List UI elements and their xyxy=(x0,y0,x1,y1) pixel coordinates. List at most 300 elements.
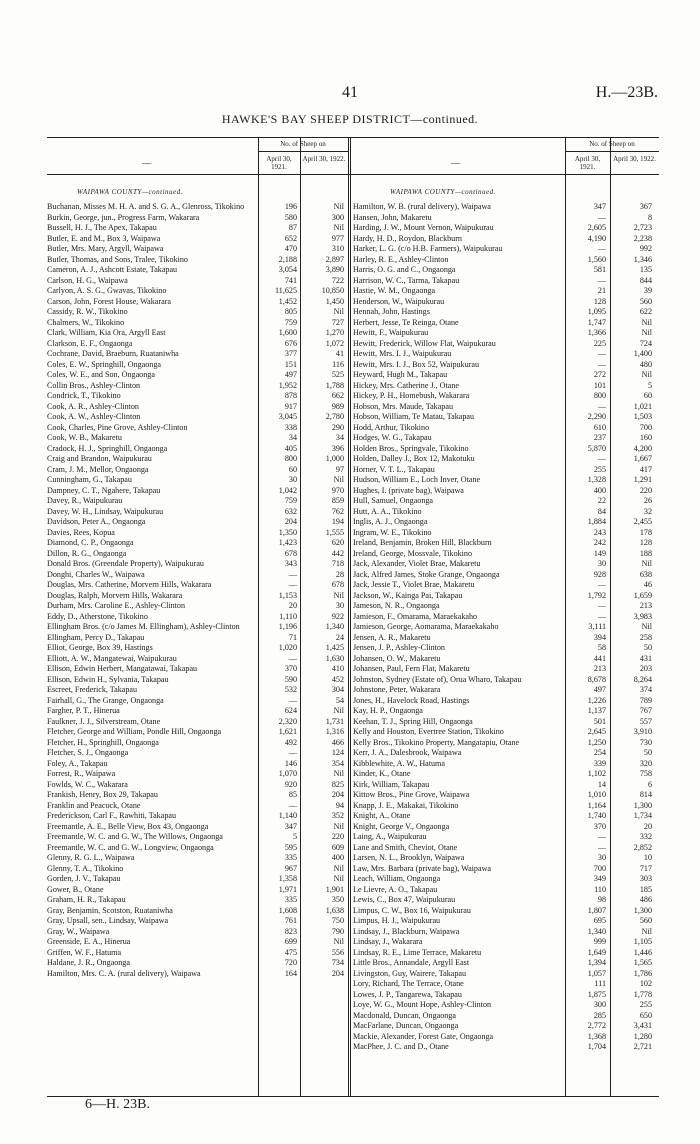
owner-name: Chalmers, W., Tikokino xyxy=(47,317,125,327)
sheep-count-1921: 2,605 xyxy=(587,223,606,232)
sheep-count-1922: 304 xyxy=(331,685,344,694)
owner-name: Ireland, Benjamin, Broken Hill, Blackburn xyxy=(353,538,492,547)
table-row xyxy=(353,391,659,402)
table-row xyxy=(353,486,659,497)
sheep-count-1922: 290 xyxy=(331,422,344,432)
sheep-count-1922: 2,721 xyxy=(633,1042,652,1051)
owner-name: Inglis, A. J., Ongaonga xyxy=(353,517,428,526)
table-row xyxy=(353,832,659,843)
sheep-count-1921: 30 xyxy=(597,559,606,568)
sheep-count-1921: — xyxy=(597,275,606,285)
sheep-count-1922: Nil xyxy=(333,706,344,715)
table-row xyxy=(353,916,659,927)
sheep-count-1922: 560 xyxy=(639,916,652,925)
sheep-count-1922: 1,786 xyxy=(633,968,652,978)
sheep-count-1921: 1,153 xyxy=(278,590,297,600)
sheep-count-1922: 1,021 xyxy=(633,401,652,411)
owner-name: Laing, A., Waipukurau xyxy=(353,832,427,841)
table-row xyxy=(47,297,348,308)
sheep-count-1921: 1,560 xyxy=(587,254,606,264)
sheep-count-1921: 441 xyxy=(593,653,606,663)
owner-name: Ellingham, Percy D., Takapau xyxy=(47,632,145,642)
owner-name: Coles, W. E., and Son, Ongaonga xyxy=(47,370,155,379)
table-row xyxy=(353,990,659,1001)
left-column xyxy=(47,202,348,979)
table-row xyxy=(47,601,348,612)
sheep-count-1921: 1,164 xyxy=(587,800,606,810)
sheep-count-1921: 146 xyxy=(284,758,297,768)
owner-name: Fletcher, S. J., Ongaonga xyxy=(47,748,129,757)
sheep-count-1922: 396 xyxy=(331,443,344,453)
sheep-count-1921: — xyxy=(597,832,606,841)
sheep-count-1922: Nil xyxy=(333,937,344,946)
sheep-count-1922: 94 xyxy=(335,800,344,810)
table-row xyxy=(353,402,659,413)
owner-name: Ireland, George, Mossvale, Tikokino xyxy=(353,548,472,558)
sheep-count-1921: 98 xyxy=(597,895,606,904)
table-row xyxy=(353,664,659,675)
owner-name: Frederickson, Carl F., Rawhiti, Takapau xyxy=(47,811,177,820)
table-row xyxy=(353,759,659,770)
owner-name: Loye, W. G., Mount Hope, Ashley-Clinton xyxy=(353,1000,492,1009)
sheep-count-1921: 1,196 xyxy=(278,622,297,631)
table-row xyxy=(47,696,348,707)
owner-name: Leach, William, Ongaonga xyxy=(353,874,441,883)
owner-name: Condrick, T., Tikokino xyxy=(47,391,121,400)
owner-name: Johnston, Sydney (Estate of), Orua Wharo, Takapau xyxy=(353,674,522,684)
sheep-count-1922: 1,659 xyxy=(633,590,652,600)
table-row xyxy=(47,538,348,549)
table-row xyxy=(47,444,348,455)
table-row xyxy=(47,612,348,623)
sheep-count-1922: 1,280 xyxy=(633,1031,652,1041)
sheep-count-1921: 1,057 xyxy=(587,968,606,978)
owner-name: Davey, R., Waipukurau xyxy=(47,496,123,505)
table-row xyxy=(47,885,348,896)
sheep-count-1922: Nil xyxy=(641,622,652,631)
owner-name: Frankish, Henry, Box 29, Takapau xyxy=(47,790,158,799)
sheep-count-1921: 101 xyxy=(593,380,606,390)
table-row xyxy=(47,622,348,633)
sheep-count-1922: 1,340 xyxy=(325,622,344,631)
header-rule xyxy=(47,174,659,175)
owner-name: Jack, Alfred James, Stoke Grange, Ongaonga xyxy=(353,569,500,579)
owner-name: Lory, Richard, The Terrace, Otane xyxy=(353,979,464,988)
sheep-count-1921: 678 xyxy=(284,548,297,558)
sheep-count-1921: 1,740 xyxy=(587,811,606,820)
sheep-count-1922: 638 xyxy=(639,569,652,579)
owner-name: Johnstone, Peter, Wakarara xyxy=(353,685,441,694)
owner-name: Dampney, C. T., Ngahere, Takapau xyxy=(47,485,161,495)
sheep-count-1922: 767 xyxy=(639,706,652,715)
table-row xyxy=(47,790,348,801)
sheep-count-1922: 50 xyxy=(643,643,652,652)
owner-name: Lewis, C., Box 47, Waipukurau xyxy=(353,895,456,904)
sheep-count-1921: 225 xyxy=(593,338,606,348)
sheep-count-1922: 560 xyxy=(639,296,652,306)
table-row xyxy=(353,937,659,948)
table-row xyxy=(353,433,659,444)
table-row xyxy=(353,675,659,686)
sheep-count-1921: 1,704 xyxy=(587,1042,606,1051)
owner-name: Livingston, Guy, Wairere, Takapau xyxy=(353,968,467,978)
sheep-count-1922: 734 xyxy=(331,958,344,967)
owner-name: Larsen, N. L., Brooklyn, Waipawa xyxy=(353,853,465,862)
sheep-count-1921: 1,792 xyxy=(587,590,606,600)
table-row xyxy=(47,685,348,696)
table-row xyxy=(47,969,348,980)
table-row xyxy=(353,475,659,486)
owner-name: Harker, L. G. (c/o H.B. Farmers), Waipukurau xyxy=(353,244,503,253)
table-row xyxy=(47,633,348,644)
sheep-count-1922: 1,630 xyxy=(325,653,344,663)
owner-name: Heyward, Hugh M., Takapau xyxy=(353,370,448,379)
sheep-count-1921: 110 xyxy=(594,884,606,894)
sheep-count-1922: 1,400 xyxy=(633,349,652,358)
sheep-count-1921: 87 xyxy=(288,223,297,232)
table-row xyxy=(353,790,659,801)
table-row xyxy=(353,1032,659,1043)
sheep-count-1922: 620 xyxy=(331,538,344,547)
left-year1-header: April 30, 1921. xyxy=(266,155,292,171)
sheep-count-1921: — xyxy=(597,454,606,463)
sheep-count-1922: 486 xyxy=(639,895,652,904)
sheep-count-1921: 370 xyxy=(284,664,297,673)
owner-name: Harrison, W. C., Tarma, Takapau xyxy=(353,275,460,285)
table-row xyxy=(353,223,659,234)
sheep-count-1921: 71 xyxy=(288,632,297,642)
sheep-count-1922: Nil xyxy=(333,874,344,883)
sheep-count-1921: 1,095 xyxy=(587,307,606,316)
owner-name: Donald Bros. (Greendale Property), Waipukurau xyxy=(47,559,204,568)
table-row xyxy=(47,223,348,234)
table-row xyxy=(47,307,348,318)
left-name-header: — xyxy=(142,158,151,168)
sheep-count-1922: 3,890 xyxy=(325,265,344,274)
column-rule xyxy=(350,138,351,1096)
sheep-count-1921: 700 xyxy=(593,863,606,873)
sheep-count-1922: 1,346 xyxy=(633,254,652,264)
table-row xyxy=(353,339,659,350)
sheep-count-1922: 400 xyxy=(331,853,344,862)
owner-name: Gray, Benjamin, Scotston, Ruataniwha xyxy=(47,905,173,915)
sheep-count-1922: 717 xyxy=(639,863,652,873)
sheep-count-1922: Nil xyxy=(641,317,652,327)
table-row xyxy=(353,864,659,875)
sheep-count-1921: 590 xyxy=(284,674,297,684)
sheep-count-1922: 320 xyxy=(639,758,652,768)
sheep-count-1921: 111 xyxy=(594,979,606,988)
table-row xyxy=(353,265,659,276)
owner-name: Hickey, P. H., Homebush, Wakarara xyxy=(353,391,470,400)
owner-name: Kittow Bros., Pine Grove, Waipawa xyxy=(353,790,470,799)
table-row xyxy=(47,727,348,738)
owner-name: Cunningham, G., Takapau xyxy=(47,475,132,484)
sheep-count-1922: 1,788 xyxy=(325,380,344,390)
sheep-count-1922: 724 xyxy=(639,338,652,348)
sheep-count-1922: 332 xyxy=(639,832,652,841)
table-row xyxy=(353,885,659,896)
sheep-count-1922: 1,565 xyxy=(633,958,652,967)
owner-name: Holden, Dalley J., Box 12, Makotuku xyxy=(353,454,475,463)
sheep-count-1921: 761 xyxy=(284,916,297,925)
sheep-count-1921: 2,290 xyxy=(587,412,606,421)
sheep-count-1921: 339 xyxy=(593,758,606,768)
sheep-count-1922: 859 xyxy=(331,496,344,505)
sheep-count-1921: 1,394 xyxy=(587,958,606,967)
sheep-count-1921: 492 xyxy=(284,737,297,747)
sheep-count-1921: — xyxy=(288,569,297,579)
sheep-count-1921: 60 xyxy=(288,464,297,474)
table-row xyxy=(353,622,659,633)
sheep-count-1922: 977 xyxy=(331,233,344,243)
sheep-count-1922: 1,555 xyxy=(325,527,344,537)
sheep-count-1921: 196 xyxy=(284,202,297,211)
table-row xyxy=(353,654,659,665)
owner-name: Butler, E. and M., Box 3, Waipawa xyxy=(47,233,161,243)
sheep-count-1922: 452 xyxy=(331,674,344,684)
owner-name: Jamieson, George, Aomarama, Maraekakaho xyxy=(353,622,499,631)
owner-name: Jack, Jessie T., Violet Brae, Makaretu xyxy=(353,580,475,589)
sheep-count-1922: 678 xyxy=(331,580,344,589)
sheep-count-1922: Nil xyxy=(333,223,344,232)
sheep-count-1922: 20 xyxy=(643,821,652,831)
table-row xyxy=(47,864,348,875)
owner-name: Knapp, J. E., Makakai, Tikokino xyxy=(353,800,459,810)
sheep-count-1921: — xyxy=(288,748,297,757)
table-row xyxy=(353,643,659,654)
table-row xyxy=(47,748,348,759)
sheep-count-1922: Nil xyxy=(641,559,652,568)
owner-name: Cook, Charles, Pine Grove, Ashley-Clinton xyxy=(47,422,188,432)
table-row xyxy=(47,559,348,570)
table-row xyxy=(353,244,659,255)
sheep-count-1922: 8,264 xyxy=(633,674,652,684)
table-row xyxy=(353,906,659,917)
sheep-count-1922: 26 xyxy=(643,496,652,505)
sheep-count-1922: 2,455 xyxy=(633,517,652,526)
sheep-count-1921: 370 xyxy=(593,821,606,831)
owner-name: Craig and Brandon, Waipukurau xyxy=(47,454,152,463)
owner-name: Keehan, T. J., Spring Hill, Ongaonga xyxy=(353,716,473,726)
table-row xyxy=(353,1021,659,1032)
table-row xyxy=(353,370,659,381)
owner-name: Gorden, J. V., Takapau xyxy=(47,874,121,883)
sheep-count-1921: 497 xyxy=(593,685,606,694)
sheep-count-1921: 1,250 xyxy=(587,737,606,747)
owner-name: Kibblewhite, A. W., Hatuma xyxy=(353,758,445,768)
sheep-count-1921: 501 xyxy=(593,716,606,726)
owner-name: Ellison, Edwin Herbert, Mangatawai, Takapau xyxy=(47,664,198,673)
sheep-count-1921: 610 xyxy=(593,422,606,432)
sheep-count-1921: — xyxy=(597,842,606,852)
sheep-count-1921: 624 xyxy=(284,706,297,715)
sheep-count-1922: 1,316 xyxy=(325,727,344,736)
sheep-count-1922: 258 xyxy=(639,632,652,642)
sheep-count-1922: 1,072 xyxy=(325,338,344,348)
sheep-count-1921: 21 xyxy=(597,286,606,295)
sheep-count-1922: 4,200 xyxy=(633,443,652,453)
sheep-count-1921: 149 xyxy=(593,548,606,558)
owner-name: Cameron, A. J., Ashcott Estate, Takapau xyxy=(47,265,178,274)
owner-name: Hudson, William E., Loch Inver, Otane xyxy=(353,475,481,484)
sheep-count-1922: 417 xyxy=(639,464,652,474)
table-row xyxy=(353,591,659,602)
sheep-count-1921: 243 xyxy=(593,527,606,537)
sheep-count-1921: 335 xyxy=(284,895,297,904)
sheep-count-1922: 1,901 xyxy=(325,884,344,894)
owner-name: Butler, Mrs. Mary, Argyll, Waipawa xyxy=(47,244,164,253)
sheep-count-1922: 1,300 xyxy=(633,905,652,915)
sheep-count-1921: 695 xyxy=(593,916,606,925)
sheep-count-1922: 1,105 xyxy=(633,937,652,946)
table-row xyxy=(353,969,659,980)
owner-name: Harris, O. G. and C., Ongaonga xyxy=(353,265,456,274)
owner-name: Holden Bros., Springvale, Tikokino xyxy=(353,443,469,453)
sheep-count-1922: 203 xyxy=(639,664,652,673)
sheep-count-1921: 1,340 xyxy=(587,926,606,936)
sheep-count-1921: — xyxy=(288,800,297,810)
owner-name: Haldane, J. R., Ongaonga xyxy=(47,958,130,967)
owner-name: Cook, A. W., Ashley-Clinton xyxy=(47,412,141,421)
table-row xyxy=(47,507,348,518)
sheep-count-1921: 1,140 xyxy=(278,811,297,820)
table-row xyxy=(353,738,659,749)
header-rule xyxy=(258,151,348,152)
sheep-count-1922: 194 xyxy=(331,517,344,526)
owner-name: Freemantle, W. C. and G. W., The Willows, Ongaonga xyxy=(47,832,223,841)
owner-name: Henderson, W., Waipukurau xyxy=(353,296,445,306)
sheep-count-1922: 204 xyxy=(331,790,344,799)
table-row xyxy=(47,276,348,287)
sheep-count-1921: 164 xyxy=(284,968,297,978)
table-row xyxy=(47,328,348,339)
table-row xyxy=(47,339,348,350)
sheep-count-1922: 367 xyxy=(639,202,652,211)
table-row xyxy=(353,570,659,581)
owner-name: Gower, B., Otane xyxy=(47,884,104,894)
left-section-heading: WAIPAWA COUNTY—continued. xyxy=(77,188,183,196)
sheep-count-1921: 30 xyxy=(597,853,606,862)
owner-name: Coles, E. W., Springhill, Ongaonga xyxy=(47,359,161,369)
owner-name: Douglas, Ralph, Morvern Hills, Wakarara xyxy=(47,590,183,600)
table-row xyxy=(47,360,348,371)
owner-name: Faulkner, J. J., Silverstream, Otane xyxy=(47,716,161,726)
sheep-count-1922: 188 xyxy=(639,548,652,558)
sheep-count-1922: 718 xyxy=(331,559,344,568)
sheep-count-1922: 255 xyxy=(639,1000,652,1009)
owner-name: Cook, A. R., Ashley-Clinton xyxy=(47,401,139,411)
sheep-count-1921: 255 xyxy=(593,464,606,474)
sheep-count-1921: 405 xyxy=(284,443,297,453)
sheep-count-1922: 2,897 xyxy=(325,254,344,264)
table-row xyxy=(47,580,348,591)
owner-name: Jamieson, F., Omarama, Maraekakaho xyxy=(353,611,478,621)
owner-name: Freemantle, W. C. and G. W., Longview, Ongaonga xyxy=(47,842,214,852)
sheep-count-1921: — xyxy=(288,580,297,589)
owner-name: Jensen, A. R., Makaretu xyxy=(353,632,431,642)
table-row xyxy=(47,402,348,413)
sheep-count-1921: 2,645 xyxy=(587,727,606,736)
owner-name: Butler, Thomas, and Sons, Tralee, Tikokino xyxy=(47,254,188,264)
owner-name: Davey, W. H., Lindsay, Waipukurau xyxy=(47,506,164,516)
sheep-count-1921: — xyxy=(288,653,297,663)
owner-name: Fowlds, W. C., Wakarara xyxy=(47,779,128,789)
owner-name: Kelly and Houston, Evertree Station, Tikokino xyxy=(353,727,504,736)
table-row xyxy=(47,496,348,507)
table-row xyxy=(47,412,348,423)
sheep-count-1922: 480 xyxy=(639,359,652,369)
sheep-count-1922: 750 xyxy=(331,916,344,925)
table-row xyxy=(353,801,659,812)
sheep-count-1921: 532 xyxy=(284,685,297,694)
owner-name: Hodd, Arthur, Tikokino xyxy=(353,422,430,432)
sheep-count-1921: 2,772 xyxy=(587,1021,606,1030)
sheep-count-1921: 285 xyxy=(593,1010,606,1020)
table-row xyxy=(353,465,659,476)
sheep-count-1921: 759 xyxy=(284,496,297,505)
owner-name: Collin Bros., Ashley-Clinton xyxy=(47,380,141,390)
sheep-count-1921: 999 xyxy=(593,937,606,946)
sheep-count-1922: 1,667 xyxy=(633,454,652,463)
sheep-count-1921: 1,649 xyxy=(587,947,606,957)
owner-name: Cochrane, David, Braeburn, Ruataniwha xyxy=(47,349,179,358)
table-row xyxy=(353,318,659,329)
table-row xyxy=(353,612,659,623)
sheep-count-1922: 3,910 xyxy=(633,727,652,736)
table-row xyxy=(353,549,659,560)
sheep-count-1922: 39 xyxy=(643,286,652,295)
table-row xyxy=(353,1011,659,1022)
table-row xyxy=(353,286,659,297)
sheep-count-1921: 338 xyxy=(284,422,297,432)
owner-name: Hewitt, Frederick, Willow Flat, Waipukurau xyxy=(353,338,496,348)
sheep-count-1921: 800 xyxy=(284,454,297,463)
owner-name: Cram, J. M., Mellor, Ongaonga xyxy=(47,464,149,474)
owner-name: Carlyon, A. S. G., Gwavas, Tikokino xyxy=(47,286,167,295)
sheep-count-1921: 1,328 xyxy=(587,475,606,484)
sheep-count-1921: — xyxy=(597,401,606,411)
sheep-count-1921: 128 xyxy=(593,296,606,306)
owner-name: Knight, A., Otane xyxy=(353,811,411,820)
table-row xyxy=(47,643,348,654)
table-row xyxy=(353,360,659,371)
sheep-count-1921: 920 xyxy=(284,779,297,789)
table-row xyxy=(47,286,348,297)
table-row xyxy=(353,895,659,906)
owner-name: Glenny, R. G. L., Waipawa xyxy=(47,853,135,862)
sheep-count-1922: 410 xyxy=(331,664,344,673)
table-row xyxy=(47,475,348,486)
sheep-count-1921: 1,010 xyxy=(587,790,606,799)
owner-name: Gray, Upsall, sen., Lindsay, Waipawa xyxy=(47,916,169,925)
table-row xyxy=(353,517,659,528)
sheep-count-1921: 1,423 xyxy=(278,538,297,547)
owner-name: Kay, H. P., Ongaonga xyxy=(353,706,423,715)
table-row xyxy=(353,706,659,717)
owner-name: Graham, H. R., Takapau xyxy=(47,895,126,904)
owner-name: Hamilton, W. B. (rural delivery), Waipawa xyxy=(353,202,491,211)
owner-name: Hodges, W. G., Takapau xyxy=(353,433,432,442)
sheep-count-1921: 11,625 xyxy=(275,286,297,295)
sheep-count-1922: 160 xyxy=(639,433,652,442)
table-row xyxy=(353,276,659,287)
owner-name: Hansen, John, Makaretu xyxy=(353,212,432,222)
sheep-count-1921: 242 xyxy=(593,538,606,547)
sheep-count-1922: 825 xyxy=(331,779,344,789)
table-row xyxy=(47,811,348,822)
sheep-count-1921: 30 xyxy=(288,475,297,484)
